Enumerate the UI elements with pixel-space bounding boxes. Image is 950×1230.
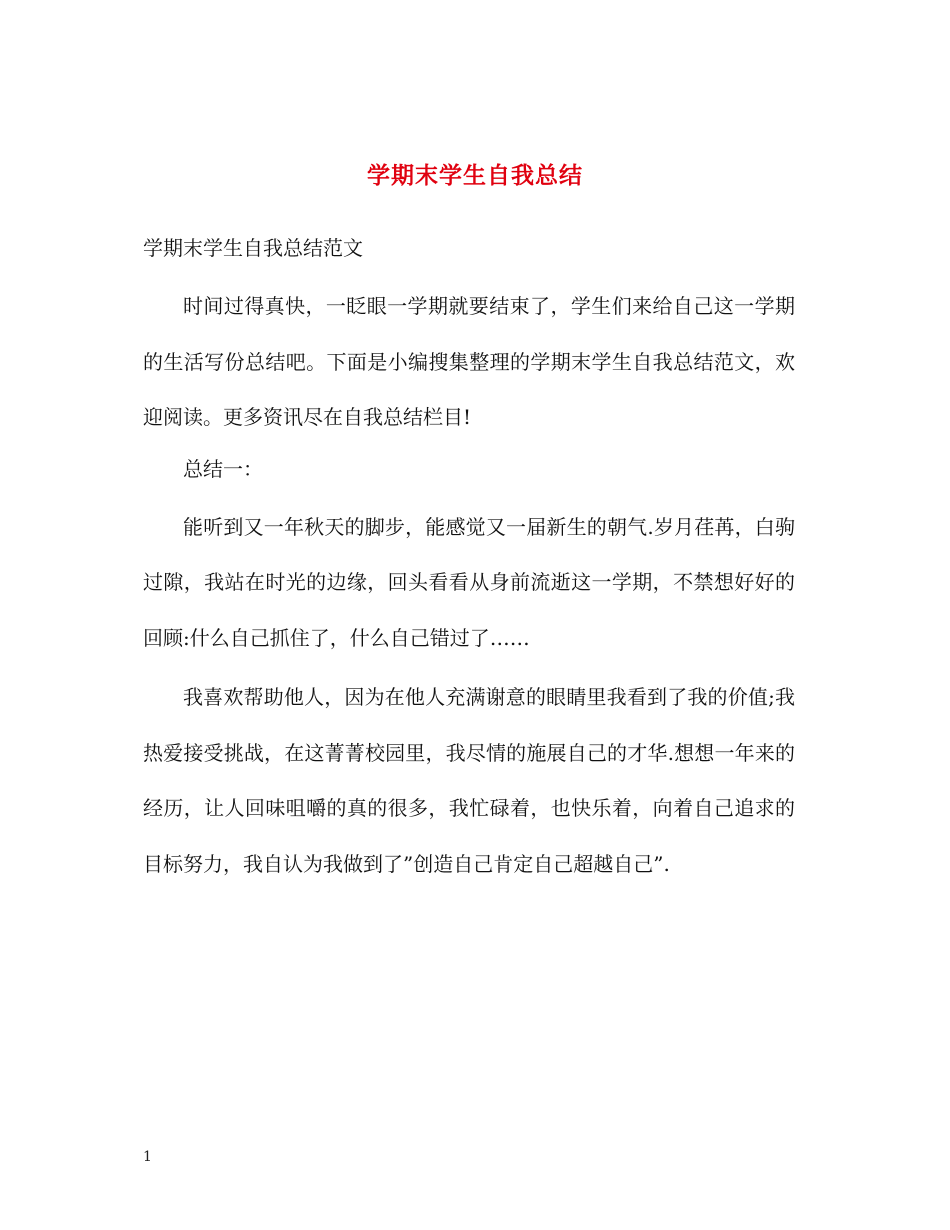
- document-title: 学期末学生自我总结: [367, 162, 583, 190]
- body-paragraph-2: 我喜欢帮助他人，因为在他人充满谢意的眼睛里我看到了我的价值;我热爱接受挑战，在这菁菁校园里，我尽情的施展自己的才华.想想一年来的经历，让人回味咀嚼的真的很多，我忙碌着，也快乐着，向着自己追求的目标努力，我自认为我做到了”创造自己肯定自己超越自己”.: [143, 685, 795, 876]
- document-subtitle: 学期末学生自我总结范文: [143, 236, 363, 260]
- section-heading: 总结一：: [183, 456, 263, 481]
- document-body: [143, 228, 795, 892]
- page-number: 1: [143, 1149, 152, 1165]
- body-paragraph-1: 能听到又一年秋天的脚步，能感觉又一届新生的朝气.岁月荏苒，白驹过隙，我站在时光的边缘，回头看看从身前流逝这一学期，不禁想好好的回顾:什么自己抓住了，什么自己错过了……: [143, 514, 795, 650]
- intro-paragraph: 时间过得真快，一眨眼一学期就要结束了，学生们来给自己这一学期的生活写份总结吧。下面是小编搜集整理的学期末学生自我总结范文，欢迎阅读。更多资讯尽在自我总结栏目!: [143, 294, 795, 429]
